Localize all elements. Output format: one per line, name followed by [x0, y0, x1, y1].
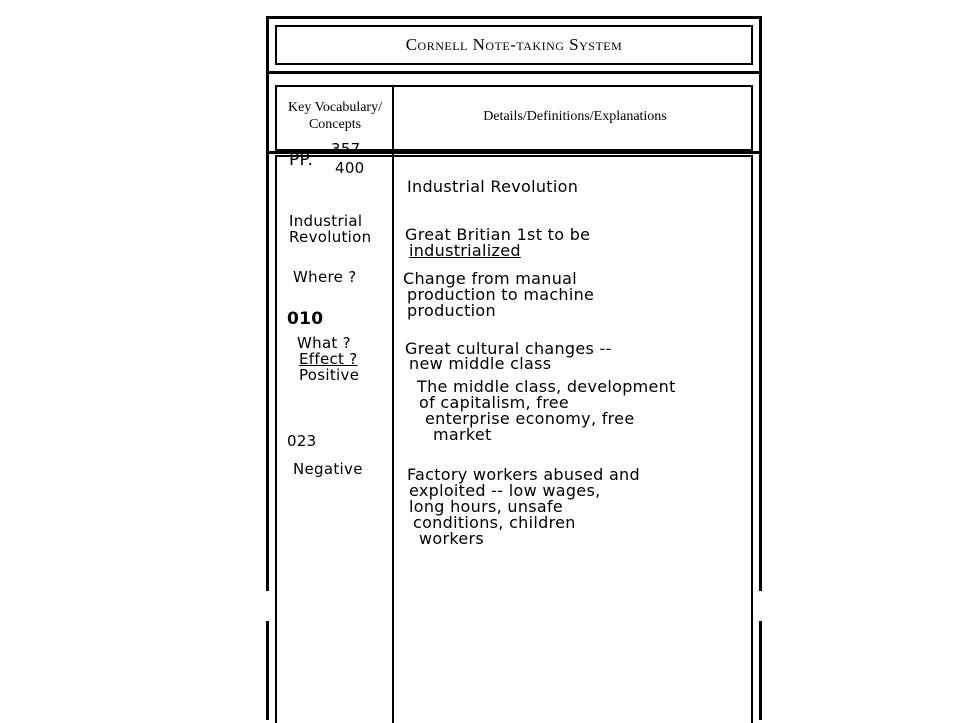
header-cue-column: Key Vocabulary/ Concepts	[288, 100, 382, 132]
cue-where: Where ?	[293, 268, 357, 286]
note-line2b: production to machine	[407, 285, 595, 304]
cornell-notes-sheet	[266, 16, 762, 720]
note-topic: Industrial Revolution	[407, 177, 579, 196]
cue-term-line2: Revolution	[289, 228, 372, 246]
note-line5c: long hours, unsafe	[409, 497, 564, 516]
cue-term-line1: Industrial	[289, 212, 363, 230]
note-line3a: Great cultural changes --	[405, 339, 612, 358]
cue-pages-end: 400	[335, 159, 365, 177]
cue-pages-start: 357-	[331, 140, 367, 158]
note-line4d: market	[433, 425, 492, 444]
cue-what: What ?	[297, 334, 351, 352]
note-line1a: Great Britian 1st to be	[405, 225, 591, 244]
cue-pages-label: PP.	[289, 150, 314, 170]
note-line4b: of capitalism, free	[419, 393, 570, 412]
note-line4c: enterprise economy, free	[425, 409, 635, 428]
note-line1b: industrialized	[409, 241, 521, 260]
cue-positive: Positive	[299, 366, 360, 384]
note-line5a: Factory workers abused and	[407, 465, 640, 484]
cue-effect: Effect ?	[299, 350, 358, 368]
page-title: Cornell Note-taking System	[405, 35, 623, 54]
note-line5b: exploited -- low wages,	[409, 481, 601, 500]
title-box	[275, 25, 753, 65]
note-line5d: conditions, children	[413, 513, 576, 532]
cue-code-1: 010	[287, 309, 324, 329]
right-edge-gap	[756, 591, 762, 621]
note-line5e: workers	[419, 529, 485, 548]
column-divider	[392, 85, 394, 723]
note-line3b: new middle class	[409, 354, 552, 373]
cue-code-2: 023	[287, 432, 317, 450]
note-line2a: Change from manual	[403, 269, 577, 288]
cue-negative: Negative	[293, 460, 363, 478]
left-edge-gap	[266, 591, 272, 621]
header-notes-column: Details/Definitions/Explanations	[483, 108, 667, 124]
note-line4a: The middle class, development	[417, 377, 676, 396]
note-line2c: production	[407, 301, 496, 320]
title-divider	[269, 71, 759, 74]
